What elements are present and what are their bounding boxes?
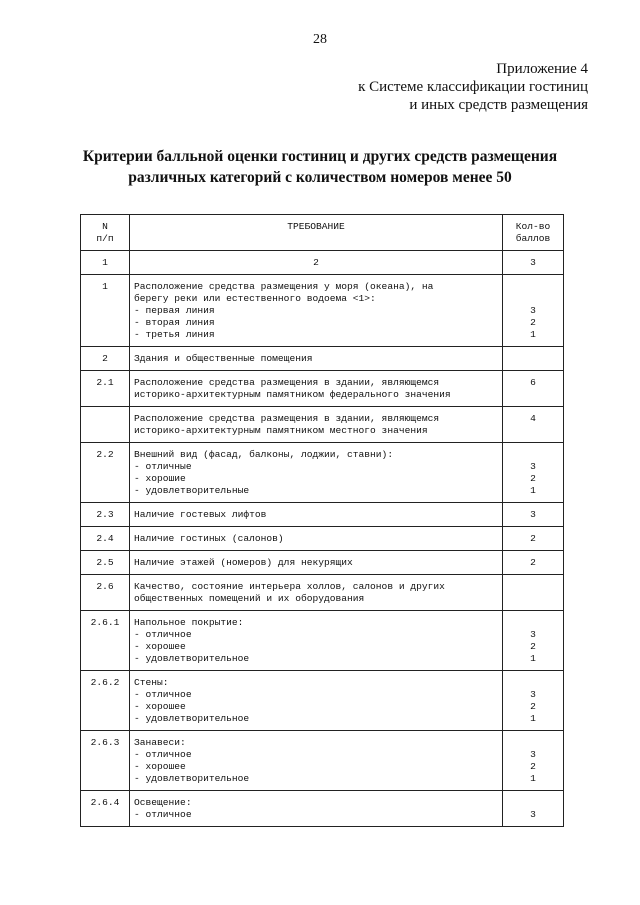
requirement-line: Наличие гостевых лифтов [134, 509, 267, 520]
table-row [81, 731, 564, 791]
title-line-2: различных категорий с количеством номеров менее 50 [128, 169, 512, 186]
points-line: 1 [530, 329, 536, 340]
row-points [503, 527, 564, 551]
requirement-line: - отличное [134, 689, 192, 700]
header-number-line: N [102, 221, 108, 232]
appendix-caption [358, 60, 588, 114]
header-number [81, 215, 130, 251]
column-index-row [81, 251, 564, 275]
row-requirement [130, 347, 503, 371]
row-number: 2.6.3 [81, 731, 130, 791]
requirement-line: Расположение средства размещения в здании, являющемся [134, 377, 440, 388]
points-line: 2 [530, 641, 536, 652]
page-number: 28 [313, 32, 327, 47]
row-number: 2.1 [81, 371, 130, 407]
criteria-table-body [81, 215, 564, 827]
requirement-line: Внешний вид (фасад, балконы, лоджии, ставни): [134, 449, 394, 460]
table-row [81, 443, 564, 503]
header-number-line: п/п [96, 233, 114, 244]
row-requirement [130, 575, 503, 611]
table-row [81, 551, 564, 575]
row-points [503, 611, 564, 671]
row-number: 2.6.2 [81, 671, 130, 731]
requirement-line: Наличие гостиных (салонов) [134, 533, 284, 544]
requirement-line: - удовлетворительное [134, 713, 250, 724]
points-line: 2 [530, 473, 536, 484]
row-requirement [130, 503, 503, 527]
table-row [81, 407, 564, 443]
requirement-line: - вторая линия [134, 317, 215, 328]
title-line-1: Критерии балльной оценки гостиниц и других средств размещения [82, 148, 558, 165]
table-row [81, 611, 564, 671]
requirement-line: историко-архитектурным памятником местного значения [134, 425, 428, 436]
row-requirement [130, 551, 503, 575]
points-line: 1 [530, 653, 536, 664]
requirement-line: - хорошее [134, 761, 186, 772]
requirement-line: - удовлетворительные [134, 485, 250, 496]
points-line [507, 281, 559, 293]
row-number: 2.6.4 [81, 791, 130, 827]
points-line: 3 [530, 305, 536, 316]
points-line: 3 [530, 461, 536, 472]
requirement-line: - хорошие [134, 473, 186, 484]
points-line: 2 [530, 557, 536, 568]
row-points [503, 791, 564, 827]
table-row [81, 575, 564, 611]
row-number: 2.3 [81, 503, 130, 527]
requirement-line: - третья линия [134, 329, 215, 340]
points-line: 6 [530, 377, 536, 388]
row-requirement [130, 611, 503, 671]
row-points [503, 575, 564, 611]
points-line: 1 [530, 713, 536, 724]
row-requirement [130, 671, 503, 731]
points-line: 2 [530, 317, 536, 328]
requirement-line: Здания и общественные помещения [134, 353, 313, 364]
requirement-line: Наличие этажей (номеров) для некурящих [134, 557, 353, 568]
points-line: 2 [530, 761, 536, 772]
points-line [507, 677, 559, 689]
points-line [507, 449, 559, 461]
requirement-line: берегу реки или естественного водоема <1>: [134, 293, 376, 304]
row-number: 1 [81, 275, 130, 347]
row-points [503, 731, 564, 791]
row-requirement [130, 371, 503, 407]
requirement-line: Занавеси: [134, 737, 186, 748]
row-points [503, 371, 564, 407]
criteria-table [80, 214, 564, 827]
points-line [507, 293, 559, 305]
header-requirement [130, 215, 503, 251]
row-requirement [130, 791, 503, 827]
row-number: 2.2 [81, 443, 130, 503]
requirement-line: - удовлетворительное [134, 653, 250, 664]
header-points-line: Кол-во [515, 221, 551, 232]
row-points [503, 275, 564, 347]
points-line: 2 [530, 533, 536, 544]
table-row [81, 527, 564, 551]
row-number: 2.5 [81, 551, 130, 575]
requirement-line: Освещение: [134, 797, 192, 808]
row-points [503, 671, 564, 731]
row-number: 2 [81, 347, 130, 371]
points-line: 3 [530, 689, 536, 700]
column-index-1: 1 [81, 251, 130, 275]
appendix-line-1: Приложение 4 [496, 61, 588, 77]
requirement-line: - первая линия [134, 305, 215, 316]
requirement-line: - хорошее [134, 701, 186, 712]
row-requirement [130, 407, 503, 443]
row-number [81, 407, 130, 443]
table-row [81, 371, 564, 407]
document-title [0, 146, 640, 188]
table-row [81, 275, 564, 347]
requirement-line: - отличное [134, 629, 192, 640]
table-row [81, 791, 564, 827]
appendix-line-2: к Системе классификации гостиниц [358, 79, 588, 95]
row-number: 2.4 [81, 527, 130, 551]
points-line [507, 737, 559, 749]
row-points [503, 551, 564, 575]
table-row [81, 503, 564, 527]
points-line [507, 797, 559, 809]
requirement-line: историко-архитектурным памятником федерального значения [134, 389, 451, 400]
column-index-3: 3 [503, 251, 564, 275]
points-line: 2 [530, 701, 536, 712]
points-line [507, 617, 559, 629]
requirement-line: Расположение средства размещения у моря (океана), на [134, 281, 434, 292]
row-points [503, 407, 564, 443]
points-line: 3 [530, 809, 536, 820]
appendix-line-3: и иных средств размещения [409, 97, 588, 113]
row-requirement [130, 275, 503, 347]
points-line [507, 353, 559, 365]
row-points [503, 503, 564, 527]
row-requirement [130, 443, 503, 503]
header-points-line: баллов [515, 233, 551, 244]
column-index-2: 2 [130, 251, 503, 275]
requirement-line: Качество, состояние интерьера холлов, салонов и других [134, 581, 445, 592]
header-points [503, 215, 564, 251]
row-requirement [130, 527, 503, 551]
points-line: 4 [530, 413, 536, 424]
table-row [81, 671, 564, 731]
table-header-row [81, 215, 564, 251]
row-points [503, 443, 564, 503]
row-requirement [130, 731, 503, 791]
requirement-line: Напольное покрытие: [134, 617, 244, 628]
row-number: 2.6 [81, 575, 130, 611]
row-points [503, 347, 564, 371]
requirement-line: - отличное [134, 749, 192, 760]
header-requirement-line: ТРЕБОВАНИЕ [287, 221, 345, 232]
points-line: 3 [530, 749, 536, 760]
requirement-line: - отличные [134, 461, 192, 472]
points-line: 3 [530, 629, 536, 640]
requirement-line: - хорошее [134, 641, 186, 652]
requirement-line: - удовлетворительное [134, 773, 250, 784]
points-line: 1 [530, 773, 536, 784]
points-line: 1 [530, 485, 536, 496]
requirement-line: общественных помещений и их оборудования [134, 593, 365, 604]
requirement-line: Расположение средства размещения в здании, являющемся [134, 413, 440, 424]
points-line [507, 581, 559, 593]
points-line: 3 [530, 509, 536, 520]
requirement-line: Стены: [134, 677, 169, 688]
row-number: 2.6.1 [81, 611, 130, 671]
requirement-line: - отличное [134, 809, 192, 820]
table-row [81, 347, 564, 371]
